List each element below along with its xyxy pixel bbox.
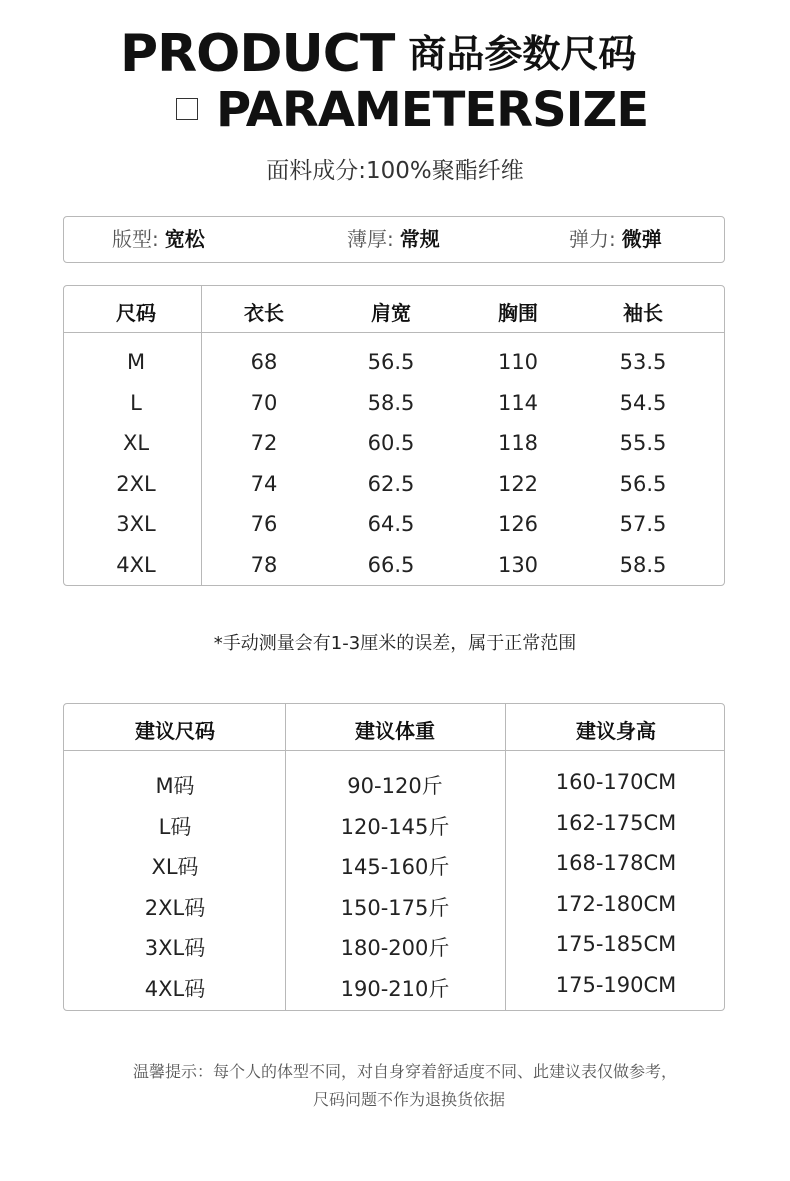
title-line-2	[176, 78, 648, 142]
recommend-table-cell: L码	[158, 814, 192, 839]
recommend-table-cell: 150-175斤	[340, 895, 450, 920]
recommend-table-cell: 175-185CM	[555, 932, 677, 957]
size-table-cell: 3XL	[116, 512, 156, 537]
size-table-cell: 53.5	[619, 350, 667, 374]
recommend-table-cell: 168-178CM	[555, 851, 677, 876]
tip-line-2: 尺码问题不作为退换货依据	[312, 1090, 505, 1109]
size-table-cell: 56.5	[367, 350, 415, 374]
attribute-elasticity	[569, 217, 662, 262]
size-table-cell: 118	[497, 431, 539, 456]
recommend-table-cell: XL码	[151, 855, 199, 880]
size-table-cell: 57.5	[619, 512, 667, 537]
placeholder-box-icon	[176, 98, 198, 120]
attribute-fit	[112, 217, 205, 262]
size-table-cell: 2XL	[116, 471, 156, 496]
title-chinese: 商品参数尺码	[408, 32, 637, 76]
recommend-table-cell: 180-200斤	[340, 936, 450, 961]
recommend-table-cell: 3XL码	[144, 936, 206, 961]
size-table-cell: 76	[250, 512, 278, 537]
recommend-table-cell: 90-120斤	[347, 774, 443, 798]
size-table-cell: 110	[497, 350, 539, 374]
attribute-value: 常规	[399, 227, 440, 251]
recommend-table-header-cell: 建议尺码	[135, 719, 215, 743]
size-table	[63, 285, 725, 586]
size-table-cell: 60.5	[367, 431, 415, 456]
size-table-cell: 4XL	[116, 553, 156, 577]
recommend-table-cell: 145-160斤	[340, 855, 450, 880]
size-table-cell: 56.5	[619, 471, 667, 496]
size-table-cell: 78	[250, 553, 278, 577]
recommend-table-divider	[505, 704, 506, 1010]
recommend-table-header-cell: 建议身高	[576, 719, 656, 743]
size-table-cell: 64.5	[367, 512, 415, 537]
attribute-value: 宽松	[164, 227, 205, 251]
title-line-1	[120, 22, 636, 86]
measurement-note: *手动测量会有1-3厘米的误差，属于正常范围	[213, 633, 577, 654]
size-table-cell: L	[130, 390, 142, 415]
recommend-table-cell: 175-190CM	[555, 973, 677, 997]
size-table-divider	[201, 286, 202, 585]
recommend-table-cell: 4XL码	[144, 977, 206, 1001]
recommend-table-cell: 172-180CM	[555, 891, 677, 916]
recommend-table-cell: 160-170CM	[555, 770, 677, 794]
size-table-cell: 74	[250, 471, 278, 496]
recommend-table-cell: M码	[155, 774, 195, 798]
recommend-table-header-cell: 建议体重	[355, 719, 435, 743]
size-table-cell: 55.5	[619, 431, 667, 456]
size-table-header-cell: 肩宽	[371, 301, 411, 325]
size-table-cell: 130	[497, 553, 539, 577]
size-table-cell: 66.5	[367, 553, 415, 577]
attribute-thickness	[347, 217, 440, 262]
size-table-cell: 58.5	[619, 553, 667, 577]
size-table-cell: 114	[497, 390, 539, 415]
attribute-value: 微弹	[621, 227, 662, 251]
size-table-cell: 70	[250, 390, 278, 415]
recommend-table-divider	[285, 704, 286, 1010]
size-table-cell: 58.5	[367, 390, 415, 415]
size-table-header-cell: 尺码	[116, 301, 156, 325]
size-table-cell: 122	[497, 471, 539, 496]
recommend-table-cell: 190-210斤	[340, 977, 450, 1001]
attribute-label: 弹力:	[569, 227, 616, 251]
size-table-header-cell: 胸围	[498, 301, 538, 325]
attribute-label: 版型:	[112, 227, 159, 251]
title-product: PRODUCT	[120, 24, 395, 84]
tip-line-1: 温馨提示：每个人的体型不同，对自身穿着舒适度不同、此建议表仅做参考，	[132, 1062, 677, 1081]
attributes-box	[63, 216, 725, 263]
size-table-header-cell: 衣长	[244, 301, 284, 325]
size-table-cell: 54.5	[619, 390, 667, 415]
size-table-cell: 126	[497, 512, 539, 537]
recommend-table-cell: 162-175CM	[555, 810, 677, 835]
size-table-cell: 72	[250, 431, 278, 456]
size-table-cell: XL	[122, 431, 150, 456]
title-parametersize: PARAMETERSIZE	[216, 82, 649, 138]
recommend-table-cell: 120-145斤	[340, 814, 450, 839]
size-table-cell: M	[126, 350, 146, 374]
size-table-header-cell: 袖长	[623, 301, 663, 325]
size-table-cell: 62.5	[367, 471, 415, 496]
recommend-table	[63, 703, 725, 1011]
attribute-label: 薄厚:	[347, 227, 394, 251]
size-table-cell: 68	[250, 350, 278, 374]
recommend-table-cell: 2XL码	[144, 895, 206, 920]
fabric-composition: 面料成分:100%聚酯纤维	[266, 158, 524, 184]
